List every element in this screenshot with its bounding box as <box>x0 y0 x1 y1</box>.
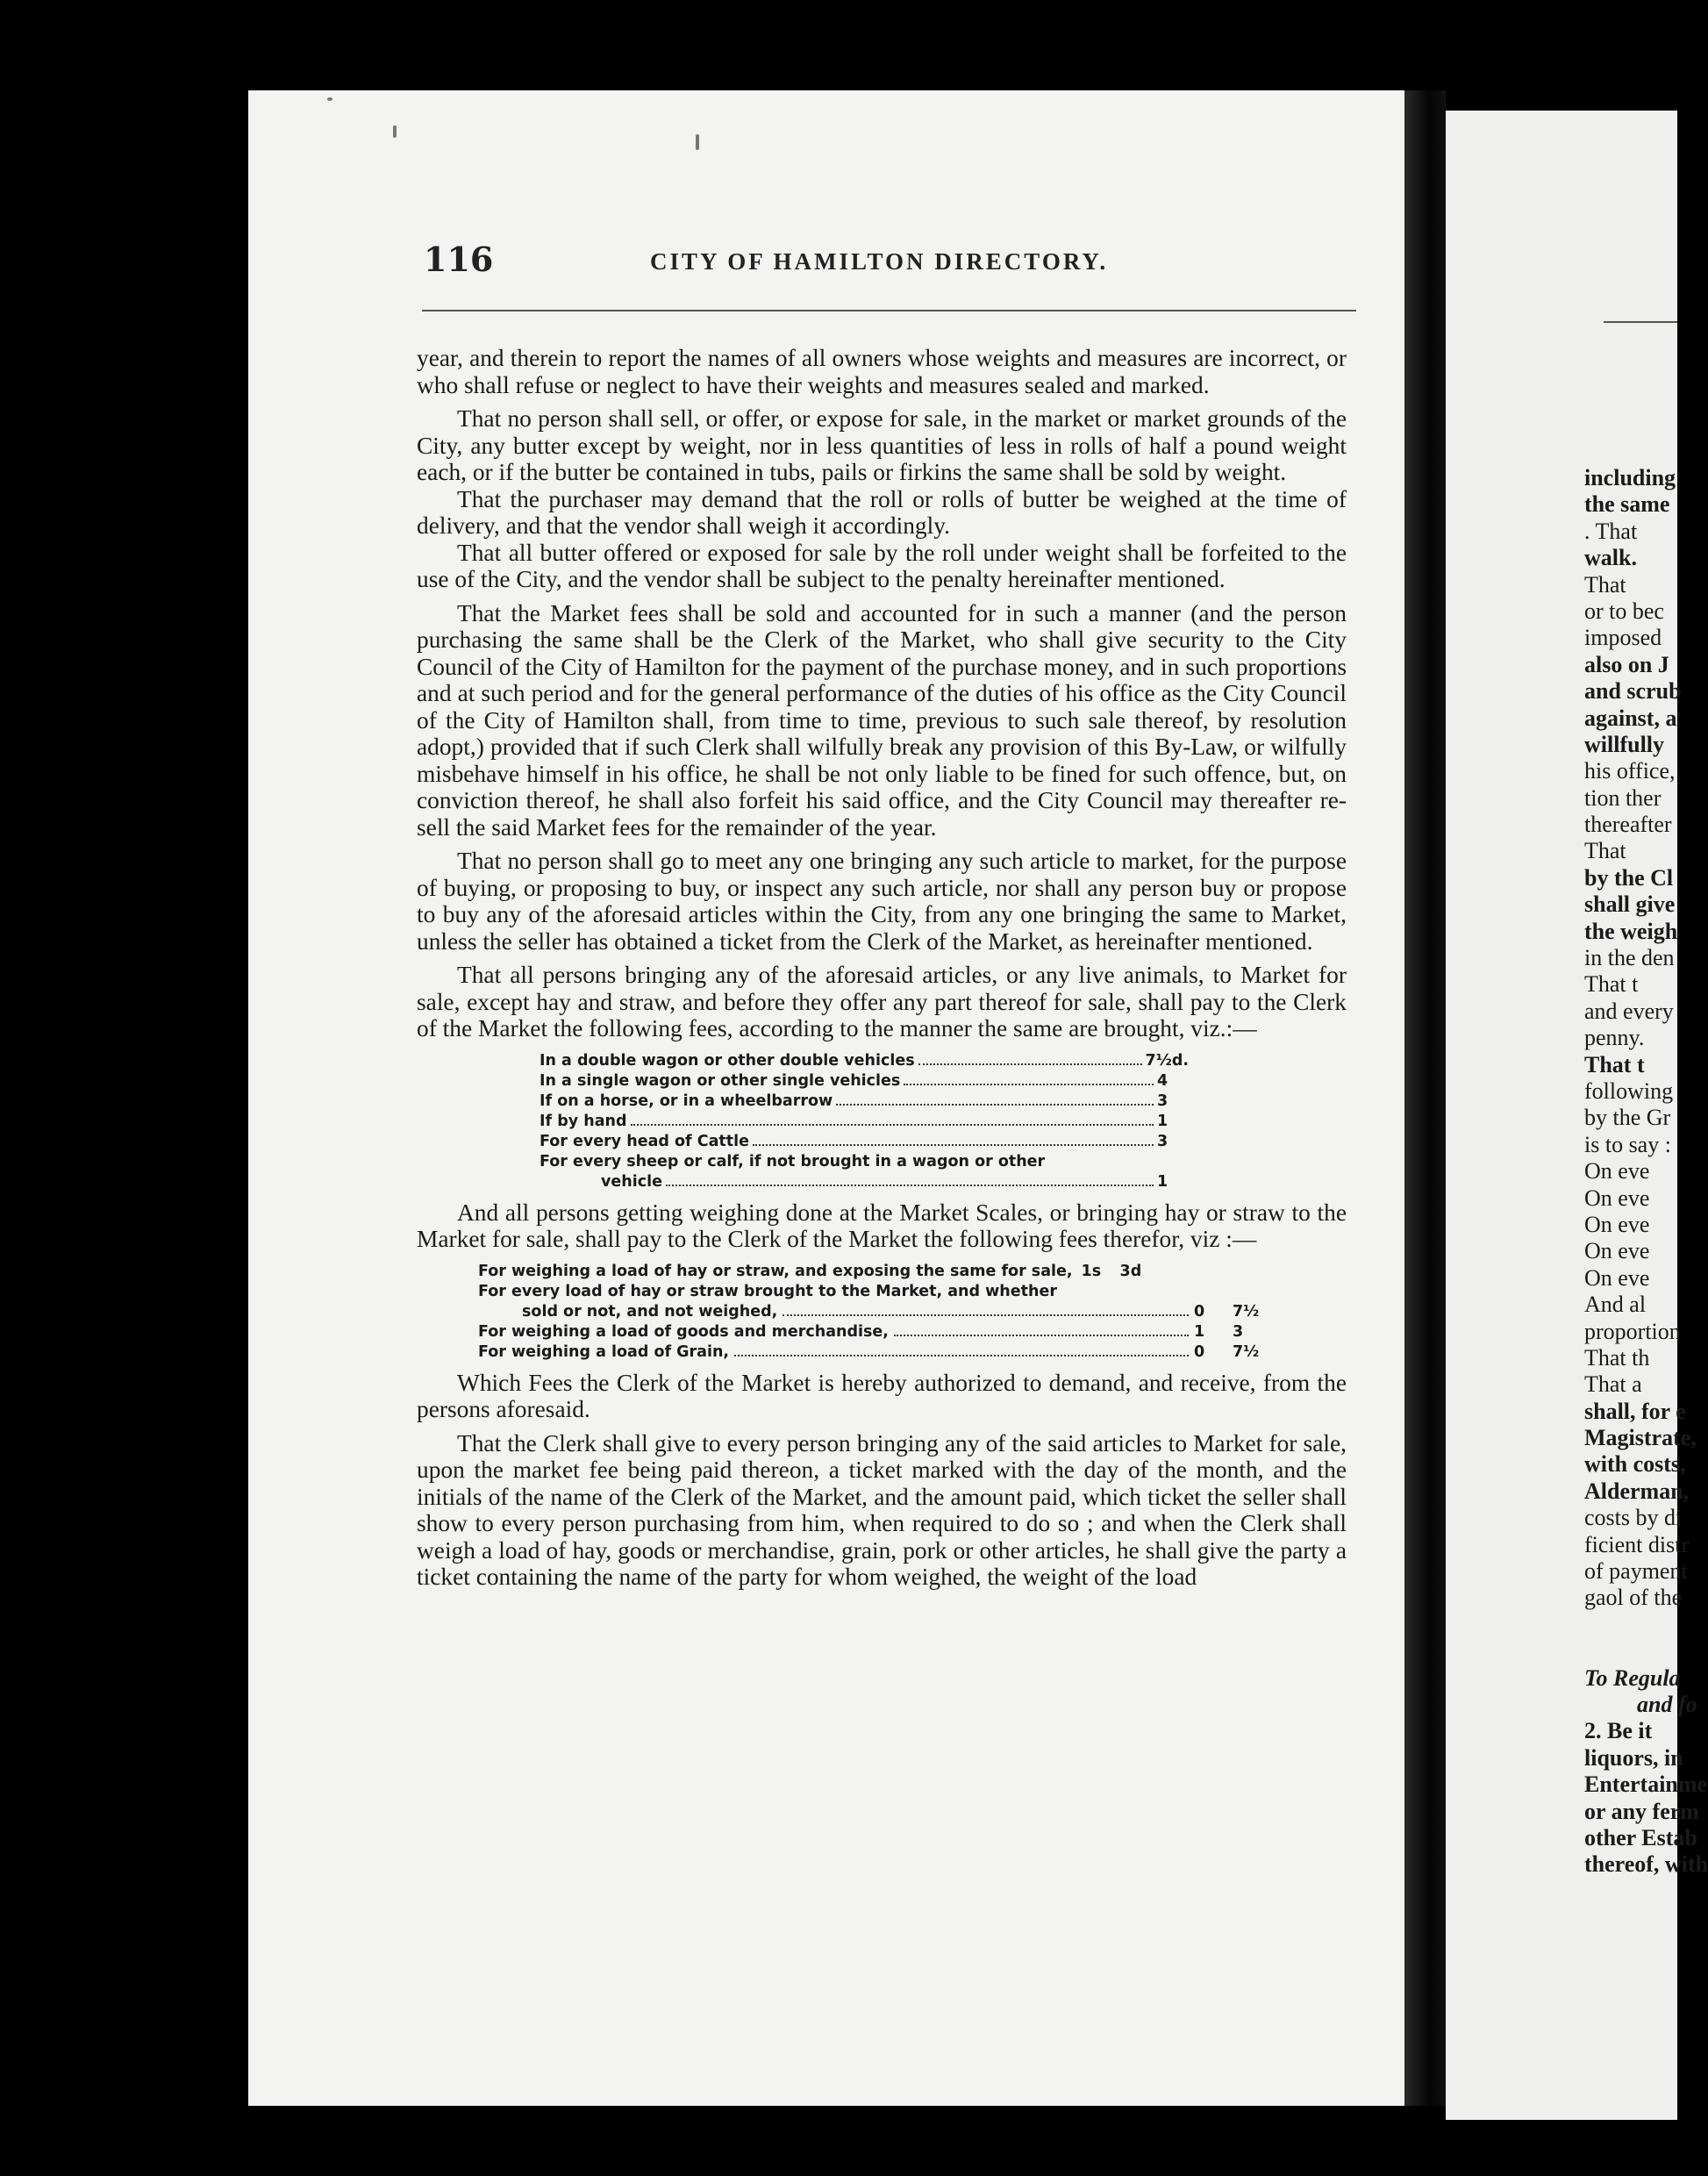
weighing-fee-table <box>478 1262 1268 1363</box>
right-page-line: That t <box>1584 971 1639 998</box>
dot-leader <box>631 1124 1154 1126</box>
fee-label: For every sheep or calf, if not brought in a wagon or other <box>540 1152 1046 1170</box>
right-page-line: by the Cl <box>1584 864 1674 891</box>
paragraph: That no person shall go to meet any one bringing any such article to market, for the purpose of buying, or proposing to buy, or inspect any such article, nor shall any person buy or propose to buy any of the aforesaid articles within the City, from any one bringing the same to Market, unless the seller has obtained a ticket from the Clerk of the Market, as hereinafter mentioned. <box>417 848 1347 955</box>
right-page-line: against, a <box>1584 705 1677 731</box>
pence: 3 <box>1233 1322 1244 1341</box>
right-page-line: liquors, in <box>1584 1744 1683 1771</box>
right-page-line: shall, for e <box>1584 1398 1686 1424</box>
fee-row <box>540 1132 1189 1152</box>
fee-row <box>540 1112 1189 1132</box>
header-rule <box>1604 321 1677 323</box>
right-page-line: On eve <box>1584 1158 1650 1185</box>
right-page-line: following <box>1584 1077 1674 1104</box>
right-page-line: of payment <box>1584 1558 1688 1585</box>
fee-row <box>540 1152 1189 1172</box>
scan-speck <box>327 97 332 101</box>
fee-label: If by hand <box>540 1112 627 1130</box>
right-page-text <box>1584 465 1708 1879</box>
pence: 7½ <box>1233 1302 1260 1321</box>
weighing-fee-row <box>478 1342 1268 1363</box>
right-page-line: Alderman, <box>1584 1478 1690 1504</box>
fee-label: In a single wagon or other single vehicles <box>540 1071 901 1090</box>
right-page-line: costs by di <box>1584 1505 1683 1531</box>
weighing-fee-row <box>478 1322 1268 1342</box>
fee-row <box>540 1051 1189 1071</box>
right-page-line: thereof, with <box>1584 1851 1708 1878</box>
right-page-line: On eve <box>1584 1211 1650 1237</box>
right-page-line: or any ferm <box>1584 1798 1699 1824</box>
right-page-line: proportion <box>1584 1318 1681 1344</box>
right-page-line: Entertainme <box>1584 1772 1708 1798</box>
right-page-line: including <box>1584 465 1676 490</box>
right-page-line: other Estab <box>1584 1824 1697 1850</box>
right-page-line: and fo <box>1637 1691 1697 1717</box>
right-page-line: with costs, <box>1584 1451 1686 1478</box>
dot-leader <box>783 1314 1189 1316</box>
right-page-line: and scrub <box>1584 678 1682 705</box>
right-page-line: To Regula <box>1584 1664 1681 1691</box>
dot-leader <box>904 1084 1154 1085</box>
right-page-line: by the Gr <box>1584 1105 1671 1131</box>
weighing-fee-row <box>478 1262 1268 1282</box>
paragraph: year, and therein to report the names of all owners whose weights and measures are incorrect, or who shall refuse or neglect to have their weights and measures sealed and marked. <box>417 345 1347 398</box>
right-page-line <box>1584 1612 1681 1638</box>
paragraph: That all butter offered or exposed for sale by the roll under weight shall be forfeited to the use of the City, and the vendor shall be subject to the penalty hereinafter mentioned. <box>417 539 1347 592</box>
fee-label: For every head of Cattle <box>540 1132 750 1150</box>
fee-amount: 3 <box>1157 1092 1168 1110</box>
fee-row-continuation <box>540 1172 1189 1192</box>
right-page-line: That <box>1584 838 1626 864</box>
pence: 7½ <box>1233 1342 1260 1361</box>
weighing-fee-label-continuation: sold or not, and not weighed, <box>522 1302 778 1321</box>
fee-amount: 3 <box>1157 1132 1168 1150</box>
page-number: 116 <box>424 240 494 279</box>
right-page-line: Magistrate, <box>1584 1425 1697 1451</box>
dot-leader <box>918 1063 1142 1065</box>
fee-label-continuation: vehicle <box>601 1172 662 1191</box>
fee-row <box>540 1071 1189 1092</box>
weighing-fee-label: For weighing a load of goods and merchandise, <box>478 1322 889 1341</box>
right-page-line: and every <box>1584 998 1674 1024</box>
shillings: 1s <box>1081 1262 1102 1280</box>
shillings: 1 <box>1194 1322 1205 1341</box>
shillings: 0 <box>1194 1342 1205 1361</box>
right-page-line: That t <box>1584 1051 1645 1077</box>
fee-amount: 4 <box>1157 1071 1168 1090</box>
weighing-fee-label: For weighing a load of hay or straw, and exposing the same for sale, <box>478 1262 1073 1280</box>
right-page <box>1446 111 1708 2120</box>
dot-leader <box>753 1144 1154 1146</box>
pence: 3d <box>1119 1262 1142 1280</box>
right-page-line: thereafter <box>1584 812 1672 838</box>
fee-amount: 1 <box>1157 1172 1168 1191</box>
right-page-line: in the den <box>1584 945 1675 971</box>
right-page-line: On eve <box>1584 1185 1650 1211</box>
right-page-line: And al <box>1584 1292 1647 1318</box>
weighing-fee-row-continuation <box>478 1302 1268 1322</box>
right-page-line: the same <box>1584 491 1670 518</box>
paragraph: That the Market fees shall be sold and accounted for in such a manner (and the person purchasing the same shall be the Clerk of the Market, who shall give security to the City Council of the City of Hamilton for the payment of the purchase money, and in such proportions and at such period and for the general performance of the duties of his office as the City Council of the City of Hamilton shall, from time to time, previous to such sale thereof, by resolution adopt,) provided that if such Clerk shall wilfully break any provision of this By-Law, or wilfully misbehave himself in his office, he shall be not only liable to be fined for such offence, but, on conviction thereof, he shall also forfeit his said office, and the City Council may thereafter re-sell the said Market fees for the remainder of the year. <box>417 599 1347 841</box>
book-gutter <box>1404 90 1446 2106</box>
dot-leader <box>894 1335 1189 1336</box>
right-page-line: That a <box>1584 1371 1642 1398</box>
right-page-line: willfully <box>1584 731 1665 757</box>
running-head <box>424 240 1354 292</box>
right-page-line: That th <box>1584 1344 1650 1371</box>
left-page <box>248 90 1404 2106</box>
right-page-line: imposed <box>1584 625 1662 651</box>
right-page-line: gaol of the <box>1584 1585 1683 1611</box>
weighing-fee-label: For weighing a load of Grain, <box>478 1342 730 1361</box>
right-page-line: That <box>1584 571 1626 598</box>
paragraph: That the purchaser may demand that the roll or rolls of butter be weighed at the time of delivery, and that the vendor shall weigh it accordingly. <box>417 485 1347 539</box>
right-page-line: also on J <box>1584 651 1669 677</box>
right-page-line: walk. <box>1584 545 1637 571</box>
right-page-line: is to say : <box>1584 1131 1671 1157</box>
right-page-line: shall give <box>1584 891 1676 918</box>
shillings: 0 <box>1194 1302 1205 1321</box>
paragraph: Which Fees the Clerk of the Market is hereby authorized to demand, and receive, from the persons aforesaid. <box>417 1369 1347 1422</box>
page-body <box>417 345 1347 1591</box>
paragraph: That no person shall sell, or offer, or expose for sale, in the market or market grounds of the City, any butter except by weight, nor in less quantities of less in rolls of half a pound weight each, or if the butter be contained in tubs, pails or firkins the same shall be sold by weight. <box>417 405 1347 485</box>
fee-label: If on a horse, or in a wheelbarrow <box>540 1092 833 1110</box>
dot-leader <box>836 1104 1154 1106</box>
page-header-title: CITY OF HAMILTON DIRECTORY. <box>650 248 1109 275</box>
right-page-line <box>1584 1638 1681 1664</box>
right-page-line: tion ther <box>1584 784 1662 811</box>
fee-label: In a double wagon or other double vehicles <box>540 1051 915 1070</box>
header-rule <box>422 310 1356 311</box>
fee-amount: 7½d. <box>1145 1051 1189 1070</box>
right-page-line: 2. Be it <box>1584 1718 1653 1744</box>
paragraph: That all persons bringing any of the aforesaid articles, or any live animals, to Market for sale, except hay and straw, and before they offer any part thereof for sale, shall pay to the Clerk of the Market the following fees, according to the manner the same are brought, viz.:— <box>417 962 1347 1041</box>
right-page-line: or to bec <box>1584 598 1664 624</box>
dot-leader <box>734 1355 1189 1356</box>
scan-speck <box>696 134 699 150</box>
fee-amount: 1 <box>1157 1112 1168 1130</box>
weighing-fee-row <box>478 1282 1268 1302</box>
right-page-line: . That <box>1584 518 1638 544</box>
right-page-line: his office, <box>1584 758 1676 784</box>
right-page-line: On eve <box>1584 1264 1650 1291</box>
right-page-line: ficient distr <box>1584 1531 1690 1557</box>
paragraph: And all persons getting weighing done at the Market Scales, or bringing hay or straw to the Market for sale, shall pay to the Clerk of the Market the following fees therefor, viz :— <box>417 1199 1347 1252</box>
weighing-fee-label: For every load of hay or straw brought to the Market, and whether <box>478 1282 1057 1300</box>
right-page-line: penny. <box>1584 1025 1645 1051</box>
fee-row <box>540 1092 1189 1112</box>
right-page-line: On eve <box>1584 1238 1650 1264</box>
market-fee-table <box>540 1051 1189 1192</box>
dot-leader <box>666 1185 1154 1186</box>
paragraph: That the Clerk shall give to every person bringing any of the said articles to Market for sale, upon the market fee being paid thereon, a ticket marked with the day of the month, and the initials of the name of the Clerk of the Market, and the amount paid, which ticket the seller shall show to every person purchasing from him, when required to do so ; and when the Clerk shall weigh a load of hay, goods or merchandise, grain, pork or other articles, he shall give the party a ticket containing the name of the party for whom weighed, the weight of the load <box>417 1429 1347 1590</box>
right-page-line: the weigh <box>1584 918 1678 944</box>
scan-speck <box>393 125 397 138</box>
